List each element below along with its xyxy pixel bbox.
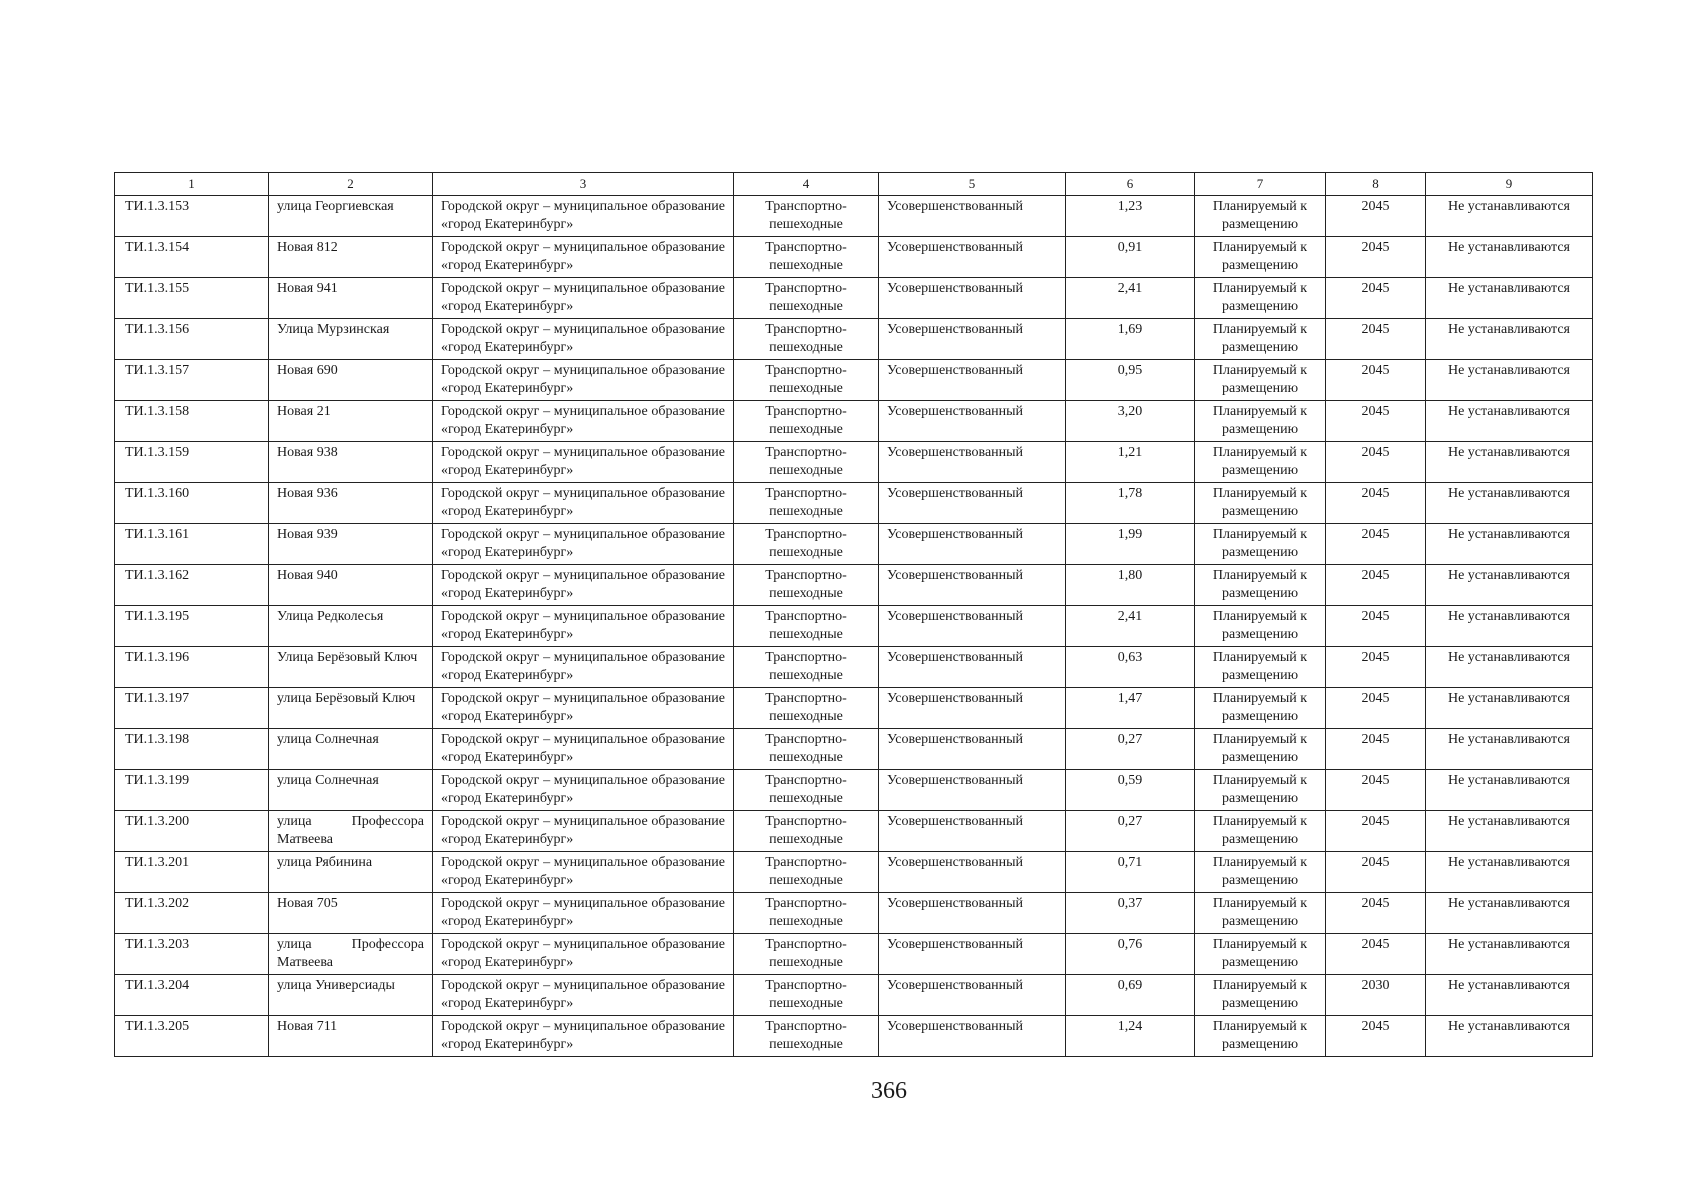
table-row — [115, 934, 1593, 975]
cell-zone-restrictions: Не устанавливаются — [1426, 688, 1593, 729]
cell-zone-restrictions: Не устанавливаются — [1426, 647, 1593, 688]
cell-status: Планируемый к размещению — [1195, 401, 1326, 442]
cell-target-year: 2045 — [1326, 606, 1426, 647]
cell-target-year: 2045 — [1326, 483, 1426, 524]
table-row — [115, 483, 1593, 524]
cell-object-code: ТИ.1.3.205 — [115, 1016, 269, 1057]
cell-status: Планируемый к размещению — [1195, 360, 1326, 401]
cell-street-name: улица Универсиады — [269, 975, 433, 1016]
cell-pavement-type: Усовершенствованный — [879, 196, 1066, 237]
cell-object-code: ТИ.1.3.195 — [115, 606, 269, 647]
cell-municipality: Городской округ – муниципальное образование «город Екатеринбург» — [433, 565, 734, 606]
cell-road-category: Транспортно-пешеходные — [734, 934, 879, 975]
cell-zone-restrictions: Не устанавливаются — [1426, 1016, 1593, 1057]
cell-zone-restrictions: Не устанавливаются — [1426, 811, 1593, 852]
cell-length: 1,99 — [1066, 524, 1195, 565]
cell-municipality: Городской округ – муниципальное образование «город Екатеринбург» — [433, 483, 734, 524]
cell-zone-restrictions: Не устанавливаются — [1426, 483, 1593, 524]
cell-municipality: Городской округ – муниципальное образование «город Екатеринбург» — [433, 934, 734, 975]
table-header-row — [115, 173, 1593, 196]
cell-target-year: 2045 — [1326, 934, 1426, 975]
cell-target-year: 2045 — [1326, 401, 1426, 442]
column-header-4: 4 — [734, 173, 879, 196]
cell-target-year: 2045 — [1326, 237, 1426, 278]
cell-target-year: 2045 — [1326, 360, 1426, 401]
cell-status: Планируемый к размещению — [1195, 237, 1326, 278]
cell-object-code: ТИ.1.3.161 — [115, 524, 269, 565]
cell-road-category: Транспортно-пешеходные — [734, 729, 879, 770]
cell-target-year: 2045 — [1326, 729, 1426, 770]
cell-target-year: 2045 — [1326, 688, 1426, 729]
cell-road-category: Транспортно-пешеходные — [734, 524, 879, 565]
cell-pavement-type: Усовершенствованный — [879, 524, 1066, 565]
cell-road-category: Транспортно-пешеходные — [734, 442, 879, 483]
cell-road-category: Транспортно-пешеходные — [734, 565, 879, 606]
cell-street-name: Новая 690 — [269, 360, 433, 401]
table-row — [115, 319, 1593, 360]
cell-length: 2,41 — [1066, 278, 1195, 319]
cell-status: Планируемый к размещению — [1195, 565, 1326, 606]
cell-object-code: ТИ.1.3.160 — [115, 483, 269, 524]
cell-pavement-type: Усовершенствованный — [879, 606, 1066, 647]
cell-zone-restrictions: Не устанавливаются — [1426, 893, 1593, 934]
cell-municipality: Городской округ – муниципальное образование «город Екатеринбург» — [433, 401, 734, 442]
column-header-3: 3 — [433, 173, 734, 196]
column-header-5: 5 — [879, 173, 1066, 196]
table-row — [115, 1016, 1593, 1057]
cell-status: Планируемый к размещению — [1195, 811, 1326, 852]
cell-street-name: улица Профессора Матвеева — [269, 934, 433, 975]
cell-status: Планируемый к размещению — [1195, 729, 1326, 770]
cell-target-year: 2045 — [1326, 319, 1426, 360]
cell-road-category: Транспортно-пешеходные — [734, 811, 879, 852]
cell-municipality: Городской округ – муниципальное образование «город Екатеринбург» — [433, 852, 734, 893]
cell-pavement-type: Усовершенствованный — [879, 319, 1066, 360]
cell-target-year: 2045 — [1326, 647, 1426, 688]
cell-road-category: Транспортно-пешеходные — [734, 647, 879, 688]
cell-length: 1,24 — [1066, 1016, 1195, 1057]
cell-zone-restrictions: Не устанавливаются — [1426, 975, 1593, 1016]
cell-status: Планируемый к размещению — [1195, 278, 1326, 319]
cell-pavement-type: Усовершенствованный — [879, 442, 1066, 483]
cell-target-year: 2045 — [1326, 893, 1426, 934]
table-row — [115, 565, 1593, 606]
cell-length: 0,37 — [1066, 893, 1195, 934]
cell-pavement-type: Усовершенствованный — [879, 647, 1066, 688]
cell-zone-restrictions: Не устанавливаются — [1426, 934, 1593, 975]
cell-zone-restrictions: Не устанавливаются — [1426, 770, 1593, 811]
cell-zone-restrictions: Не устанавливаются — [1426, 524, 1593, 565]
cell-road-category: Транспортно-пешеходные — [734, 483, 879, 524]
cell-target-year: 2045 — [1326, 811, 1426, 852]
cell-status: Планируемый к размещению — [1195, 606, 1326, 647]
cell-pavement-type: Усовершенствованный — [879, 401, 1066, 442]
cell-street-name: улица Профессора Матвеева — [269, 811, 433, 852]
cell-pavement-type: Усовершенствованный — [879, 1016, 1066, 1057]
cell-status: Планируемый к размещению — [1195, 1016, 1326, 1057]
cell-pavement-type: Усовершенствованный — [879, 565, 1066, 606]
cell-pavement-type: Усовершенствованный — [879, 934, 1066, 975]
cell-pavement-type: Усовершенствованный — [879, 852, 1066, 893]
cell-object-code: ТИ.1.3.203 — [115, 934, 269, 975]
cell-municipality: Городской округ – муниципальное образование «город Екатеринбург» — [433, 811, 734, 852]
cell-road-category: Транспортно-пешеходные — [734, 770, 879, 811]
cell-object-code: ТИ.1.3.198 — [115, 729, 269, 770]
cell-pavement-type: Усовершенствованный — [879, 770, 1066, 811]
cell-municipality: Городской округ – муниципальное образование «город Екатеринбург» — [433, 442, 734, 483]
column-header-9: 9 — [1426, 173, 1593, 196]
cell-status: Планируемый к размещению — [1195, 524, 1326, 565]
cell-object-code: ТИ.1.3.158 — [115, 401, 269, 442]
cell-pavement-type: Усовершенствованный — [879, 278, 1066, 319]
cell-pavement-type: Усовершенствованный — [879, 729, 1066, 770]
cell-target-year: 2045 — [1326, 196, 1426, 237]
cell-road-category: Транспортно-пешеходные — [734, 237, 879, 278]
cell-municipality: Городской округ – муниципальное образование «город Екатеринбург» — [433, 729, 734, 770]
cell-pavement-type: Усовершенствованный — [879, 893, 1066, 934]
cell-zone-restrictions: Не устанавливаются — [1426, 196, 1593, 237]
cell-street-name: улица Рябинина — [269, 852, 433, 893]
cell-length: 1,78 — [1066, 483, 1195, 524]
table-row — [115, 196, 1593, 237]
table-row — [115, 524, 1593, 565]
cell-street-name: Новая 938 — [269, 442, 433, 483]
cell-object-code: ТИ.1.3.199 — [115, 770, 269, 811]
cell-street-name: Новая 812 — [269, 237, 433, 278]
cell-length: 0,27 — [1066, 811, 1195, 852]
cell-zone-restrictions: Не устанавливаются — [1426, 360, 1593, 401]
cell-municipality: Городской округ – муниципальное образование «город Екатеринбург» — [433, 360, 734, 401]
cell-object-code: ТИ.1.3.154 — [115, 237, 269, 278]
cell-length: 1,47 — [1066, 688, 1195, 729]
cell-object-code: ТИ.1.3.159 — [115, 442, 269, 483]
cell-zone-restrictions: Не устанавливаются — [1426, 565, 1593, 606]
table-row — [115, 606, 1593, 647]
cell-length: 1,21 — [1066, 442, 1195, 483]
cell-municipality: Городской округ – муниципальное образование «город Екатеринбург» — [433, 278, 734, 319]
cell-municipality: Городской округ – муниципальное образование «город Екатеринбург» — [433, 975, 734, 1016]
cell-target-year: 2045 — [1326, 770, 1426, 811]
cell-zone-restrictions: Не устанавливаются — [1426, 606, 1593, 647]
cell-pavement-type: Усовершенствованный — [879, 975, 1066, 1016]
cell-street-name: Новая 941 — [269, 278, 433, 319]
cell-pavement-type: Усовершенствованный — [879, 360, 1066, 401]
cell-target-year: 2045 — [1326, 524, 1426, 565]
table-row — [115, 975, 1593, 1016]
cell-object-code: ТИ.1.3.157 — [115, 360, 269, 401]
cell-road-category: Транспортно-пешеходные — [734, 1016, 879, 1057]
cell-street-name: улица Георгиевская — [269, 196, 433, 237]
cell-length: 0,95 — [1066, 360, 1195, 401]
table-row — [115, 647, 1593, 688]
cell-length: 0,71 — [1066, 852, 1195, 893]
cell-municipality: Городской округ – муниципальное образование «город Екатеринбург» — [433, 606, 734, 647]
data-table — [114, 172, 1593, 1057]
cell-target-year: 2045 — [1326, 442, 1426, 483]
cell-road-category: Транспортно-пешеходные — [734, 893, 879, 934]
cell-target-year: 2030 — [1326, 975, 1426, 1016]
cell-length: 1,80 — [1066, 565, 1195, 606]
cell-street-name: Новая 936 — [269, 483, 433, 524]
cell-street-name: Улица Берёзовый Ключ — [269, 647, 433, 688]
cell-zone-restrictions: Не устанавливаются — [1426, 278, 1593, 319]
cell-status: Планируемый к размещению — [1195, 483, 1326, 524]
cell-road-category: Транспортно-пешеходные — [734, 360, 879, 401]
table-row — [115, 360, 1593, 401]
cell-street-name: улица Солнечная — [269, 729, 433, 770]
column-header-7: 7 — [1195, 173, 1326, 196]
table-row — [115, 811, 1593, 852]
table-row — [115, 893, 1593, 934]
cell-status: Планируемый к размещению — [1195, 852, 1326, 893]
cell-object-code: ТИ.1.3.197 — [115, 688, 269, 729]
cell-length: 1,69 — [1066, 319, 1195, 360]
cell-object-code: ТИ.1.3.155 — [115, 278, 269, 319]
column-header-1: 1 — [115, 173, 269, 196]
cell-municipality: Городской округ – муниципальное образование «город Екатеринбург» — [433, 688, 734, 729]
cell-object-code: ТИ.1.3.204 — [115, 975, 269, 1016]
column-header-6: 6 — [1066, 173, 1195, 196]
cell-municipality: Городской округ – муниципальное образование «город Екатеринбург» — [433, 1016, 734, 1057]
cell-street-name: улица Берёзовый Ключ — [269, 688, 433, 729]
cell-zone-restrictions: Не устанавливаются — [1426, 729, 1593, 770]
cell-zone-restrictions: Не устанавливаются — [1426, 319, 1593, 360]
cell-object-code: ТИ.1.3.156 — [115, 319, 269, 360]
cell-road-category: Транспортно-пешеходные — [734, 975, 879, 1016]
cell-length: 2,41 — [1066, 606, 1195, 647]
table-row — [115, 237, 1593, 278]
cell-municipality: Городской округ – муниципальное образование «город Екатеринбург» — [433, 196, 734, 237]
cell-object-code: ТИ.1.3.196 — [115, 647, 269, 688]
cell-object-code: ТИ.1.3.162 — [115, 565, 269, 606]
cell-length: 0,59 — [1066, 770, 1195, 811]
cell-road-category: Транспортно-пешеходные — [734, 278, 879, 319]
cell-road-category: Транспортно-пешеходные — [734, 196, 879, 237]
table-body — [115, 196, 1593, 1057]
cell-pavement-type: Усовершенствованный — [879, 811, 1066, 852]
cell-road-category: Транспортно-пешеходные — [734, 319, 879, 360]
table-row — [115, 278, 1593, 319]
cell-municipality: Городской округ – муниципальное образование «город Екатеринбург» — [433, 770, 734, 811]
cell-zone-restrictions: Не устанавливаются — [1426, 442, 1593, 483]
cell-status: Планируемый к размещению — [1195, 893, 1326, 934]
table-row — [115, 442, 1593, 483]
cell-length: 3,20 — [1066, 401, 1195, 442]
table-row — [115, 729, 1593, 770]
cell-street-name: Новая 705 — [269, 893, 433, 934]
cell-object-code: ТИ.1.3.200 — [115, 811, 269, 852]
column-header-8: 8 — [1326, 173, 1426, 196]
cell-status: Планируемый к размещению — [1195, 975, 1326, 1016]
cell-target-year: 2045 — [1326, 565, 1426, 606]
table-row — [115, 852, 1593, 893]
cell-status: Планируемый к размещению — [1195, 934, 1326, 975]
cell-status: Планируемый к размещению — [1195, 647, 1326, 688]
cell-street-name: улица Солнечная — [269, 770, 433, 811]
cell-zone-restrictions: Не устанавливаются — [1426, 401, 1593, 442]
cell-object-code: ТИ.1.3.153 — [115, 196, 269, 237]
cell-object-code: ТИ.1.3.202 — [115, 893, 269, 934]
cell-zone-restrictions: Не устанавливаются — [1426, 237, 1593, 278]
cell-municipality: Городской округ – муниципальное образование «город Екатеринбург» — [433, 237, 734, 278]
cell-road-category: Транспортно-пешеходные — [734, 852, 879, 893]
cell-zone-restrictions: Не устанавливаются — [1426, 852, 1593, 893]
cell-municipality: Городской округ – муниципальное образование «город Екатеринбург» — [433, 647, 734, 688]
table-row — [115, 688, 1593, 729]
cell-target-year: 2045 — [1326, 1016, 1426, 1057]
cell-street-name: Новая 21 — [269, 401, 433, 442]
cell-road-category: Транспортно-пешеходные — [734, 688, 879, 729]
cell-object-code: ТИ.1.3.201 — [115, 852, 269, 893]
cell-municipality: Городской округ – муниципальное образование «город Екатеринбург» — [433, 524, 734, 565]
cell-pavement-type: Усовершенствованный — [879, 483, 1066, 524]
cell-municipality: Городской округ – муниципальное образование «город Екатеринбург» — [433, 319, 734, 360]
column-header-2: 2 — [269, 173, 433, 196]
cell-target-year: 2045 — [1326, 278, 1426, 319]
cell-road-category: Транспортно-пешеходные — [734, 401, 879, 442]
cell-road-category: Транспортно-пешеходные — [734, 606, 879, 647]
cell-pavement-type: Усовершенствованный — [879, 688, 1066, 729]
cell-length: 0,69 — [1066, 975, 1195, 1016]
cell-street-name: Новая 711 — [269, 1016, 433, 1057]
cell-street-name: Улица Мурзинская — [269, 319, 433, 360]
cell-status: Планируемый к размещению — [1195, 196, 1326, 237]
page-number: 366 — [871, 1078, 907, 1104]
cell-municipality: Городской округ – муниципальное образование «город Екатеринбург» — [433, 893, 734, 934]
cell-length: 0,63 — [1066, 647, 1195, 688]
cell-length: 0,91 — [1066, 237, 1195, 278]
cell-street-name: Новая 940 — [269, 565, 433, 606]
cell-target-year: 2045 — [1326, 852, 1426, 893]
cell-street-name: Новая 939 — [269, 524, 433, 565]
table-row — [115, 401, 1593, 442]
cell-status: Планируемый к размещению — [1195, 442, 1326, 483]
cell-pavement-type: Усовершенствованный — [879, 237, 1066, 278]
table-row — [115, 770, 1593, 811]
cell-length: 1,23 — [1066, 196, 1195, 237]
cell-length: 0,27 — [1066, 729, 1195, 770]
cell-status: Планируемый к размещению — [1195, 688, 1326, 729]
cell-length: 0,76 — [1066, 934, 1195, 975]
cell-status: Планируемый к размещению — [1195, 770, 1326, 811]
cell-status: Планируемый к размещению — [1195, 319, 1326, 360]
cell-street-name: Улица Редколесья — [269, 606, 433, 647]
